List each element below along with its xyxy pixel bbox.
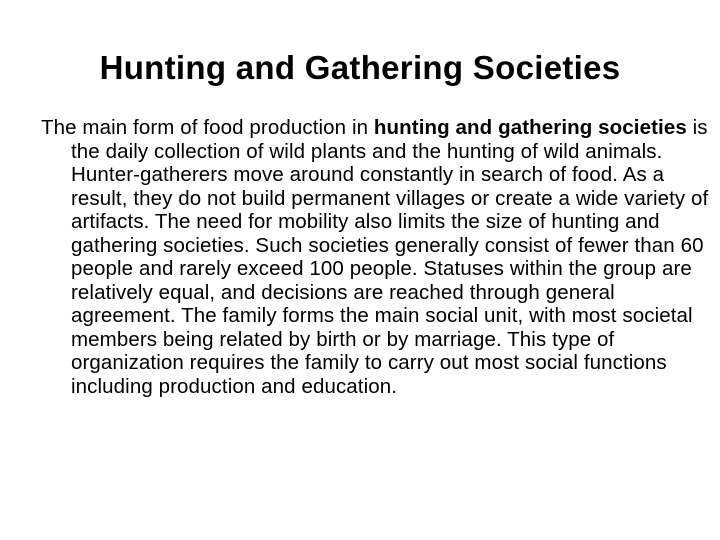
body-main-text: is the daily collection of wild plants and the hunting of wild animals. Hunter-gatherers move around constantly in search of food. As a result, they do not build permanent villages or create a wide variety of artifacts. The need for mobility also limits the size of hunting and gathering societies. Such societies generally consist of fewer than 60 people and rarely exceed 100 people. Statuses within the group are relatively equal, and decisions are reached through general agreement. The family forms the main social unit, with most societal members being related by birth or by marriage. This type of organization requires the family to carry out most social functions including production and education. xyxy=(71,116,709,398)
slide-title: Hunting and Gathering Societies xyxy=(99,49,621,86)
slide-body-paragraph xyxy=(41,116,711,398)
body-intro-text: The main form of food production in xyxy=(41,116,374,139)
body-key-term: hunting and gathering societies xyxy=(373,116,687,139)
